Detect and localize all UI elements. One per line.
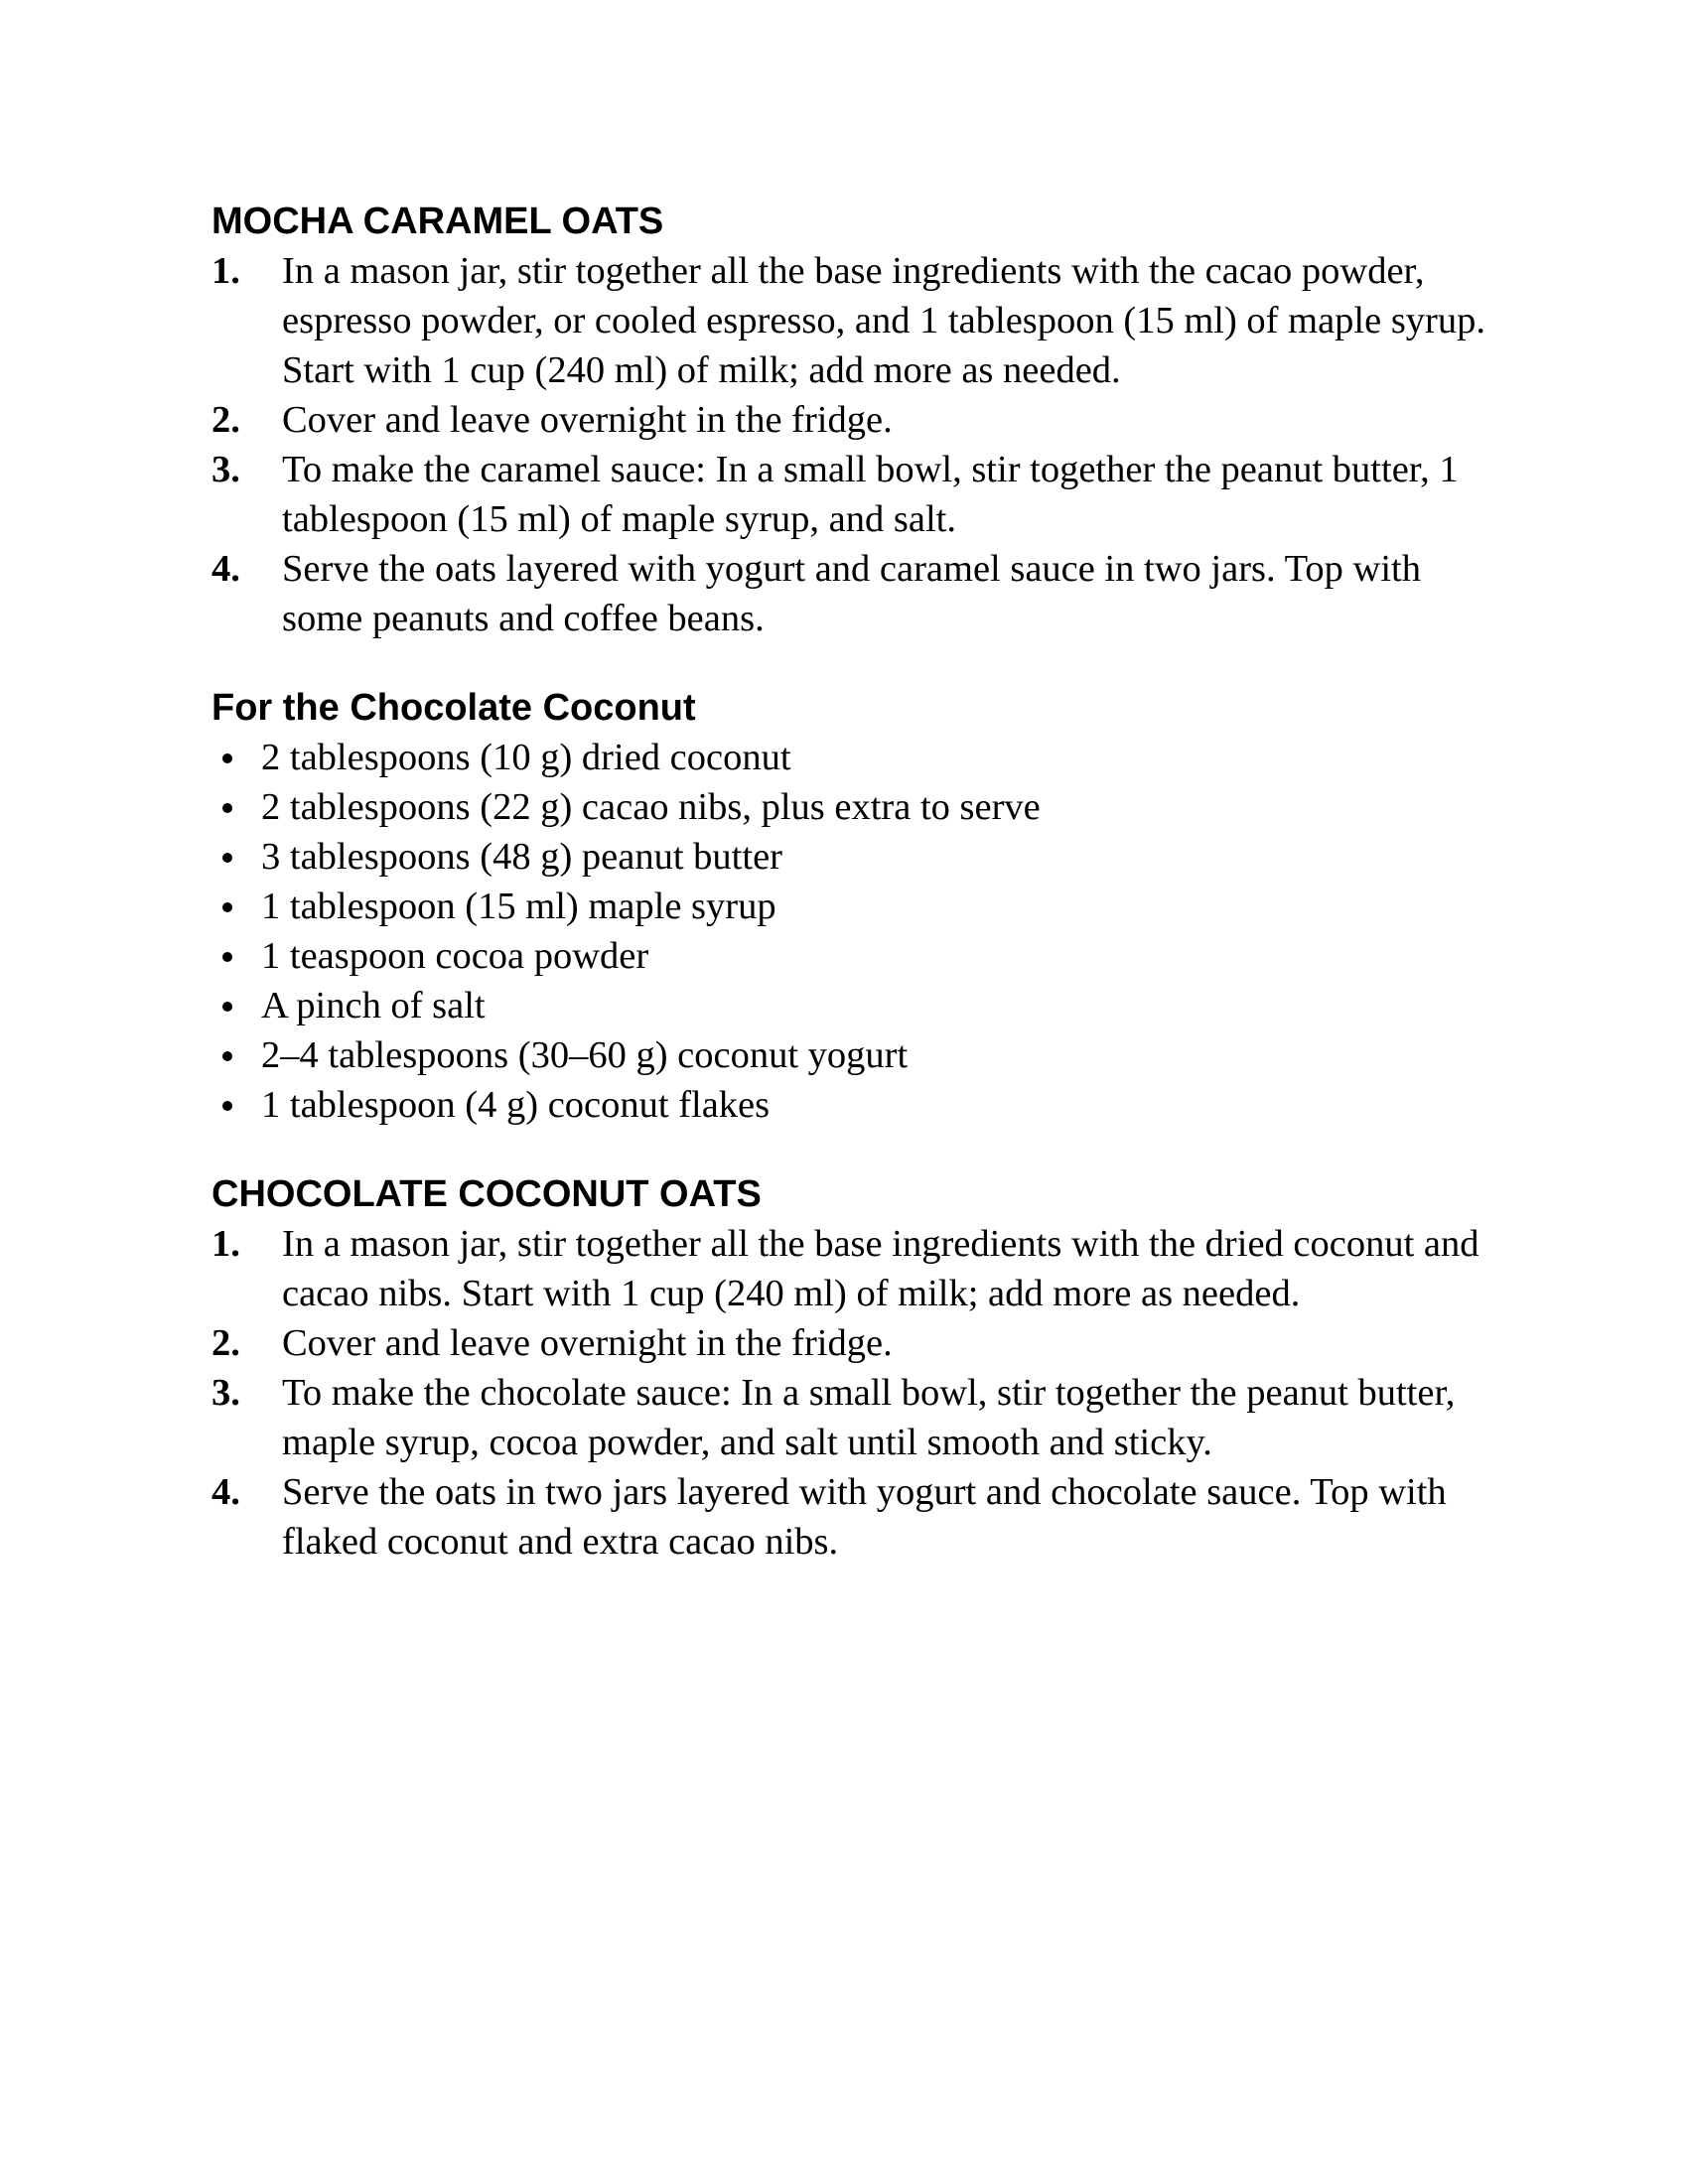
bullet-icon: [222, 902, 232, 912]
ingredient-item: [211, 733, 1502, 782]
ingredient-item: [211, 1030, 1502, 1080]
step-text: To make the chocolate sauce: In a small bowl, stir together the peanut butter, maple syrup, cocoa powder, and salt until smooth and sticky.: [282, 1372, 1456, 1463]
step-number: 2.: [211, 1322, 240, 1364]
step-number: 4.: [211, 1471, 240, 1513]
ingredient-text: 1 teaspoon cocoa powder: [261, 935, 649, 977]
instructions-list-mocha-caramel: [211, 246, 1502, 643]
step-text: Cover and leave overnight in the fridge.: [282, 1322, 893, 1364]
step-text: Serve the oats in two jars layered with yogurt and chocolate sauce. Top with flaked coconut and extra cacao nibs.: [282, 1471, 1447, 1563]
step-text: Serve the oats layered with yogurt and caramel sauce in two jars. Top with some peanuts and coffee beans.: [282, 548, 1421, 639]
ingredient-item: [211, 931, 1502, 981]
bullet-icon: [222, 803, 232, 813]
step-text: Cover and leave overnight in the fridge.: [282, 399, 893, 441]
section-spacer: [211, 1130, 1502, 1169]
section-title-mocha-caramel-oats: MOCHA CARAMEL OATS: [211, 201, 664, 242]
step-number: 2.: [211, 399, 240, 441]
instruction-step: [211, 1318, 1502, 1368]
ingredient-item: [211, 832, 1502, 882]
step-number: 4.: [211, 548, 240, 590]
bullet-icon: [222, 1101, 232, 1111]
bullet-icon: [222, 753, 232, 763]
section-title-chocolate-coconut-oats: CHOCOLATE COCONUT OATS: [211, 1173, 762, 1215]
instructions-list-chocolate-coconut: [211, 1219, 1502, 1567]
ingredients-list: [211, 733, 1502, 1130]
document-page: [211, 197, 1502, 1567]
step-text: To make the caramel sauce: In a small bowl, stir together the peanut butter, 1 tablespoon (15 ml) of maple syrup, and salt.: [282, 449, 1459, 540]
step-number: 3.: [211, 1372, 240, 1414]
ingredient-text: A pinch of salt: [261, 985, 486, 1026]
ingredient-text: 1 tablespoon (15 ml) maple syrup: [261, 886, 776, 927]
step-text: In a mason jar, stir together all the base ingredients with the dried coconut and cacao nibs. Start with 1 cup (240 ml) of milk; add more as needed.: [282, 1223, 1479, 1314]
step-number: 1.: [211, 250, 240, 292]
instruction-step: [211, 544, 1502, 643]
bullet-icon: [222, 1051, 232, 1061]
ingredient-item: [211, 981, 1502, 1030]
instruction-step: [211, 246, 1502, 395]
instruction-step: [211, 395, 1502, 445]
instruction-step: [211, 1467, 1502, 1567]
bullet-icon: [222, 853, 232, 863]
step-number: 3.: [211, 449, 240, 490]
ingredient-text: 2 tablespoons (10 g) dried coconut: [261, 737, 791, 778]
section-title-chocolate-coconut-ingredients: For the Chocolate Coconut: [211, 687, 696, 729]
ingredient-text: 2 tablespoons (22 g) cacao nibs, plus extra to serve: [261, 786, 1041, 828]
step-number: 1.: [211, 1223, 240, 1265]
ingredient-text: 3 tablespoons (48 g) peanut butter: [261, 836, 782, 878]
bullet-icon: [222, 952, 232, 962]
instruction-step: [211, 445, 1502, 544]
bullet-icon: [222, 1002, 232, 1012]
section-spacer: [211, 643, 1502, 683]
ingredient-item: [211, 1080, 1502, 1130]
instruction-step: [211, 1368, 1502, 1467]
ingredient-item: [211, 882, 1502, 931]
step-text: In a mason jar, stir together all the base ingredients with the cacao powder, espresso powder, or cooled espresso, and 1 tablespoon (15 ml) of maple syrup. Start with 1 cup (240 ml) of milk; add more as needed.: [282, 250, 1485, 391]
instruction-step: [211, 1219, 1502, 1318]
ingredient-text: 1 tablespoon (4 g) coconut flakes: [261, 1084, 771, 1126]
ingredient-item: [211, 782, 1502, 832]
ingredient-text: 2–4 tablespoons (30–60 g) coconut yogurt: [261, 1034, 909, 1076]
